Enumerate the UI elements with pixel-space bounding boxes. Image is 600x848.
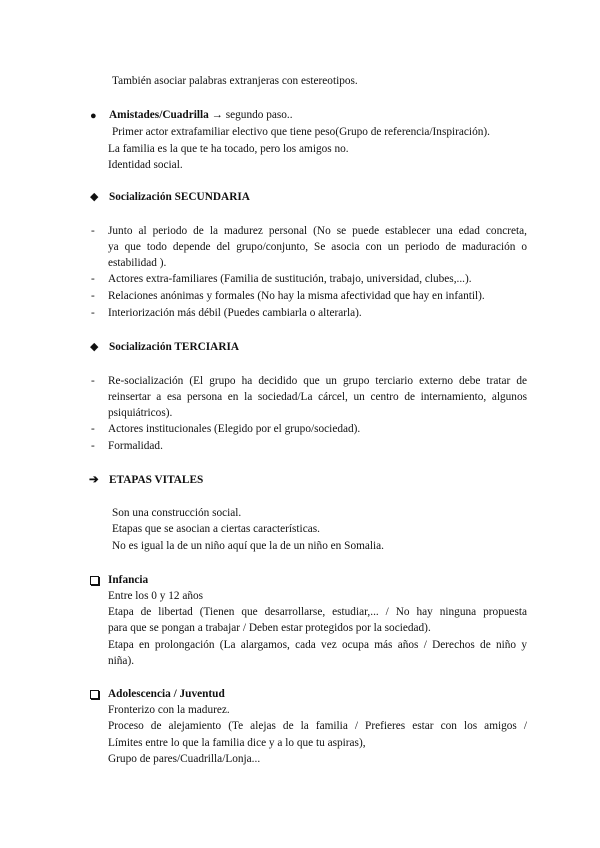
etapas-title: ETAPAS VITALES xyxy=(109,474,204,486)
infancia-line: Etapa de libertad (Tienen que desarrollarse, estudiar,... / No hay ninguna propuesta xyxy=(108,606,527,618)
amistades-line: La familia es la que te ha tocado, pero los amigos no. xyxy=(108,143,349,155)
terciaria-item-line: Formalidad. xyxy=(108,440,163,452)
amistades-line: Identidad social. xyxy=(108,159,183,171)
diamond-bullet-icon: ◆ xyxy=(90,341,99,353)
adolescencia-title: Adolescencia / Juventud xyxy=(108,688,225,700)
dash-bullet: - xyxy=(91,273,95,285)
secundaria-item-line: Interiorización más débil (Puedes cambiarla o alterarla). xyxy=(108,307,362,319)
bullet-dot: ● xyxy=(90,110,97,122)
infancia-line: niña). xyxy=(108,655,135,667)
secundaria-item-line: Relaciones anónimas y formales (No hay la misma afectividad que hay en infantil). xyxy=(108,290,485,302)
amistades-heading xyxy=(109,108,293,122)
adolescencia-line: Grupo de pares/Cuadrilla/Lonja... xyxy=(108,753,261,765)
secundaria-item-line: ya que todo depende del grupo/conjunto, Se asocia con un periodo de maduración o xyxy=(108,241,527,253)
secundaria-item-line: Junto al periodo de la madurez personal (No se puede establecer una edad concreta, xyxy=(108,225,527,237)
dash-bullet: - xyxy=(91,440,95,452)
secundaria-item-line: estabilidad ). xyxy=(108,257,167,269)
etapas-line: Son una construcción social. xyxy=(112,507,242,519)
etapas-line: No es igual la de un niño aquí que la de un niño en Somalia. xyxy=(112,540,385,552)
intro-line: También asociar palabras extranjeras con estereotipos. xyxy=(112,75,358,87)
adolescencia-line: Fronterizo con la madurez. xyxy=(108,704,230,716)
checkbox-bullet-icon xyxy=(90,576,99,585)
infancia-line: Etapa en prolongación (La alargamos, cada vez ocupa más años / Derechos de niño y xyxy=(108,639,527,651)
adolescencia-line: Proceso de alejamiento (Te alejas de la familia / Prefieres estar con los amigos / xyxy=(108,720,527,732)
terciaria-item-line: Actores institucionales (Elegido por el grupo/sociedad). xyxy=(108,423,361,435)
terciaria-title: Socialización TERCIARIA xyxy=(109,341,240,353)
checkbox-bullet-icon xyxy=(90,690,99,699)
amistades-subtitle: segundo paso.. xyxy=(225,109,293,121)
secundaria-item-line: Actores extra-familiares (Familia de sustitución, trabajo, universidad, clubes,...). xyxy=(108,273,472,285)
terciaria-item-line: psiquiátricos). xyxy=(108,407,173,419)
arrow-bullet-icon: ➔ xyxy=(89,474,99,486)
amistades-line: Primer actor extrafamiliar electivo que tiene peso(Grupo de referencia/Inspiración). xyxy=(112,126,490,138)
secundaria-title: Socialización SECUNDARIA xyxy=(109,191,250,203)
dash-bullet: - xyxy=(91,307,95,319)
terciaria-item-line: Re-socialización (El grupo ha decidido que un grupo terciario externo debe tratar de xyxy=(108,375,527,387)
infancia-line: para que se pongan a trabajar / Deben estar protegidos por la sociedad). xyxy=(108,622,431,634)
diamond-bullet-icon: ◆ xyxy=(90,191,99,203)
dash-bullet: - xyxy=(91,423,95,435)
etapas-line: Etapas que se asocian a ciertas características. xyxy=(112,523,320,535)
infancia-line: Entre los 0 y 12 años xyxy=(108,590,204,602)
arrow-right-icon: → xyxy=(211,109,223,121)
dash-bullet: - xyxy=(91,290,95,302)
amistades-title: Amistades/Cuadrilla xyxy=(109,109,209,121)
infancia-title: Infancia xyxy=(108,574,149,586)
adolescencia-line: Límites entre lo que la familia dice y a lo que tu aspiras), xyxy=(108,737,366,749)
dash-bullet: - xyxy=(91,375,95,387)
terciaria-item-line: reinsertar a esa persona en la sociedad/La cárcel, un centro de internamiento, algunos xyxy=(108,391,527,403)
dash-bullet: - xyxy=(91,225,95,237)
